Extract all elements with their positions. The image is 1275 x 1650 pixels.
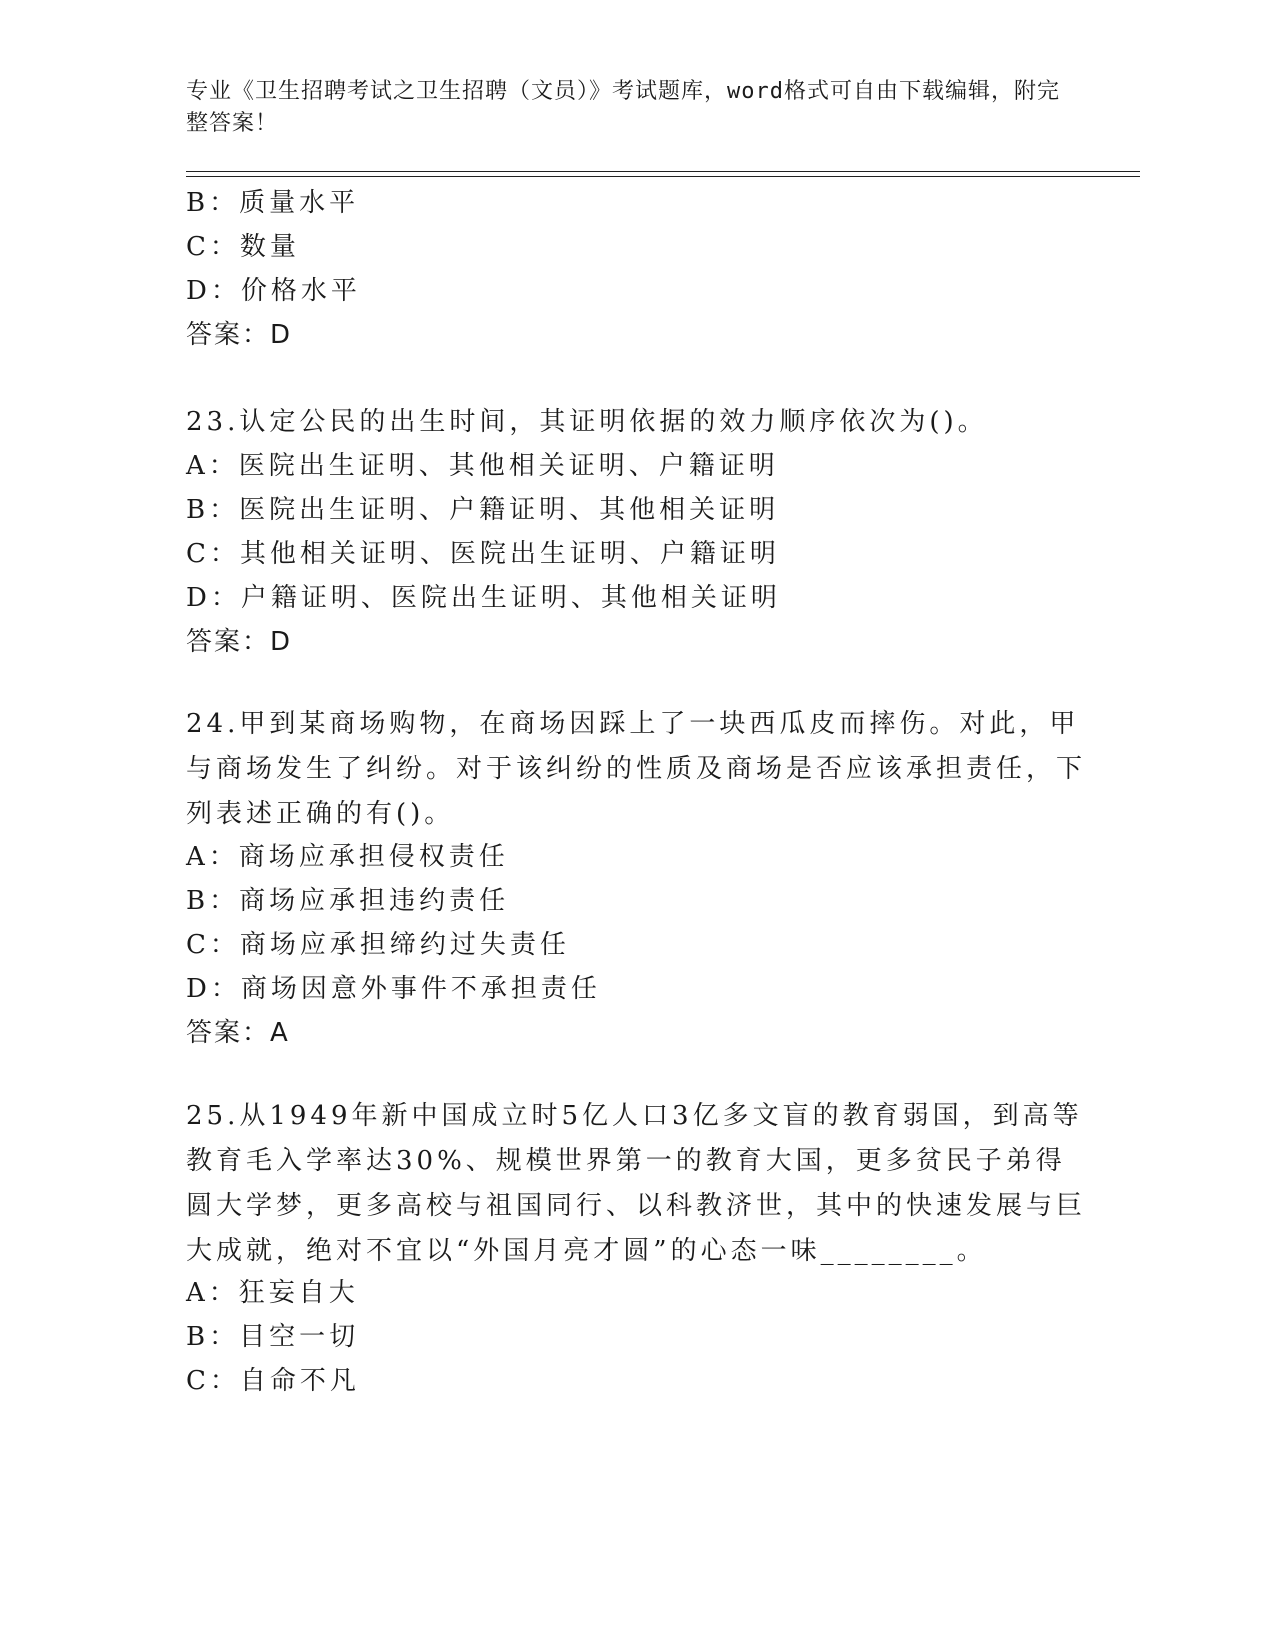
question-24-stem: 24.甲到某商场购物，在商场因踩上了一块西瓜皮而摔伤。对此，甲与商场发生了纠纷。对于该纠纷的性质及商场是否应该承担责任，下列表述正确的有()。 [186, 709, 1087, 829]
option-q25-b: B：目空一切 [186, 1322, 360, 1352]
question-23-stem: 23.认定公民的出生时间，其证明依据的效力顺序依次为()。 [186, 407, 988, 437]
option-q23-c: C：其他相关证明、医院出生证明、户籍证明 [186, 539, 780, 569]
option-q24-b: B：商场应承担违约责任 [186, 886, 510, 916]
option-q22-b: B：质量水平 [186, 188, 360, 218]
option-q25-c: C：自命不凡 [186, 1366, 360, 1396]
option-q22-d: D：价格水平 [186, 276, 361, 306]
answer-q24: 答案：A [186, 1018, 290, 1048]
option-q24-c: C：商场应承担缔约过失责任 [186, 930, 570, 960]
option-q25-a: A：狂妄自大 [186, 1278, 359, 1308]
option-q23-b: B：医院出生证明、户籍证明、其他相关证明 [186, 495, 780, 525]
header-rule-bottom [186, 176, 1140, 177]
header-rule-top [186, 171, 1140, 172]
option-q24-a: A：商场应承担侵权责任 [186, 842, 509, 872]
document-header: 专业《卫生招聘考试之卫生招聘（文员）》考试题库，word格式可自由下载编辑，附完整答案！ [186, 79, 1060, 136]
option-q24-d: D：商场因意外事件不承担责任 [186, 974, 601, 1004]
option-q23-d: D：户籍证明、医院出生证明、其他相关证明 [186, 583, 781, 613]
option-q23-a: A：医院出生证明、其他相关证明、户籍证明 [186, 451, 779, 481]
answer-q22: 答案：D [186, 320, 293, 350]
answer-q23: 答案：D [186, 627, 293, 657]
option-q22-c: C：数量 [186, 232, 300, 262]
question-25-stem: 25.从1949年新中国成立时5亿人口3亿多文盲的教育弱国，到高等教育毛入学率达30%、规模世界第一的教育大国，更多贫民子弟得圆大学梦，更多高校与祖国同行、以科教济世，其中的快速发展与巨大成就，绝对不宜以“外国月亮才圆”的心态一味________。 [186, 1101, 1087, 1266]
